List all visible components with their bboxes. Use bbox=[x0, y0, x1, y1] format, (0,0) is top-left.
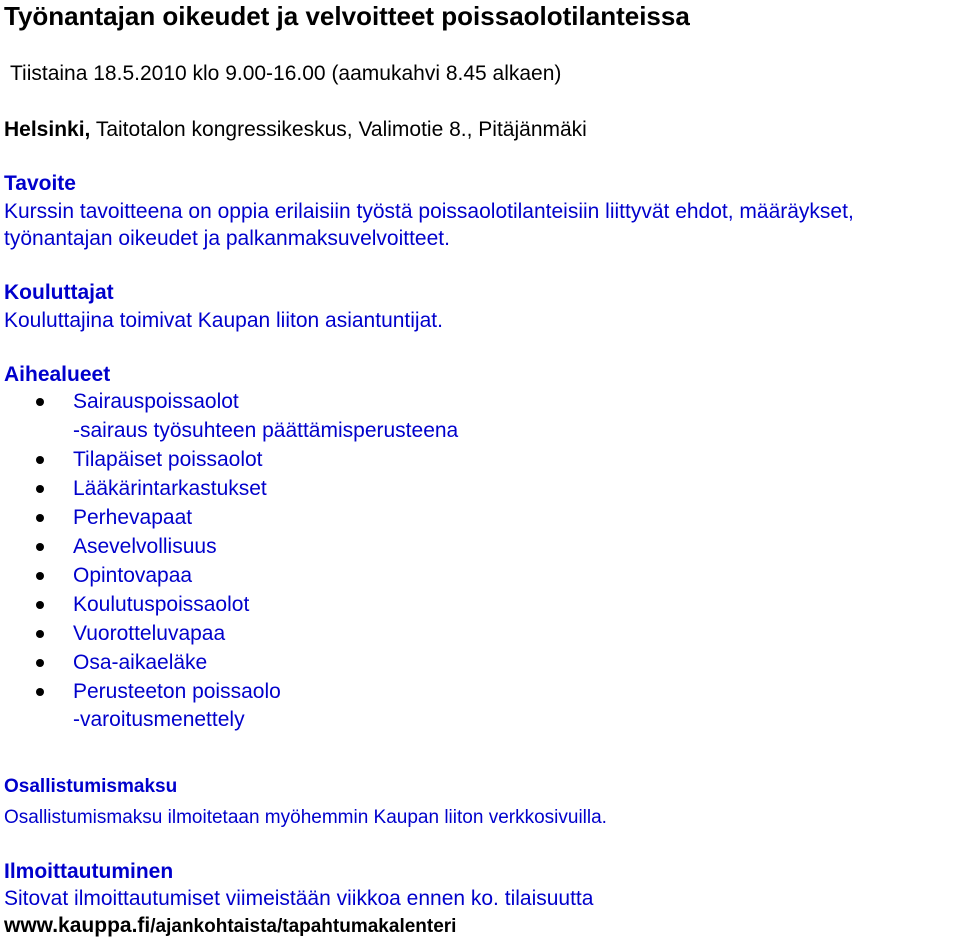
link-path[interactable]: /ajankohtaista/tapahtumakalenteri bbox=[150, 916, 457, 937]
maksu-heading: Osallistumismaksu bbox=[4, 776, 178, 797]
ilmoittautuminen-heading: Ilmoittautuminen bbox=[4, 860, 174, 883]
bullet-icon bbox=[36, 543, 44, 551]
list-item: Vuorotteluvapaa bbox=[73, 622, 226, 645]
list-item: Opintovapaa bbox=[73, 564, 193, 587]
bullet-icon bbox=[36, 456, 44, 464]
location-city: Helsinki, bbox=[4, 118, 91, 141]
list-item: Osa-aikaeläke bbox=[73, 651, 208, 674]
tavoite-text-1: Kurssin tavoitteena on oppia erilaisiin työstä poissaolotilanteisiin liittyvät ehdot, määräykset, bbox=[4, 200, 854, 223]
list-item: Lääkärintarkastukset bbox=[73, 477, 267, 500]
bullet-icon bbox=[36, 572, 44, 580]
list-item: Tilapäiset poissaolot bbox=[73, 448, 263, 471]
event-datetime: Tiistaina 18.5.2010 klo 9.00-16.00 (aamukahvi 8.45 alkaen) bbox=[10, 62, 562, 85]
list-item-sub: -sairaus työsuhteen päättämisperusteena bbox=[73, 419, 459, 442]
page-title: Työnantajan oikeudet ja velvoitteet poissaolotilanteissa bbox=[4, 1, 690, 31]
registration-link[interactable] bbox=[4, 913, 456, 940]
list-item: Perhevapaat bbox=[73, 506, 193, 529]
list-item-sub: -varoitusmenettely bbox=[73, 708, 245, 731]
list-item: Koulutuspoissaolot bbox=[73, 593, 250, 616]
bullet-icon bbox=[36, 601, 44, 609]
tavoite-heading: Tavoite bbox=[4, 172, 76, 195]
location-place: Taitotalon kongressikeskus, Valimotie 8., Pitäjänmäki bbox=[90, 118, 587, 141]
list-item: Perusteeton poissaolo bbox=[73, 680, 281, 703]
bullet-icon bbox=[36, 688, 44, 696]
event-location bbox=[4, 117, 587, 143]
ilmoittautuminen-text: Sitovat ilmoittautumiset viimeistään viikkoa ennen ko. tilaisuutta bbox=[4, 887, 594, 910]
link-domain[interactable]: www.kauppa.fi bbox=[4, 914, 151, 937]
maksu-text: Osallistumismaksu ilmoitetaan myöhemmin Kaupan liiton verkkosivuilla. bbox=[4, 807, 607, 828]
list-item: Asevelvollisuus bbox=[73, 535, 217, 558]
bullet-icon bbox=[36, 514, 44, 522]
aihealueet-heading: Aihealueet bbox=[4, 363, 111, 386]
bullet-icon bbox=[36, 630, 44, 638]
kouluttajat-heading: Kouluttajat bbox=[4, 281, 114, 304]
kouluttajat-text: Kouluttajina toimivat Kaupan liiton asiantuntijat. bbox=[4, 309, 443, 332]
bullet-icon bbox=[36, 485, 44, 493]
bullet-icon bbox=[36, 659, 44, 667]
list-item: Sairauspoissaolot bbox=[73, 390, 239, 413]
tavoite-text-2: työnantajan oikeudet ja palkanmaksuvelvoitteet. bbox=[4, 227, 450, 250]
bullet-icon bbox=[36, 398, 44, 406]
